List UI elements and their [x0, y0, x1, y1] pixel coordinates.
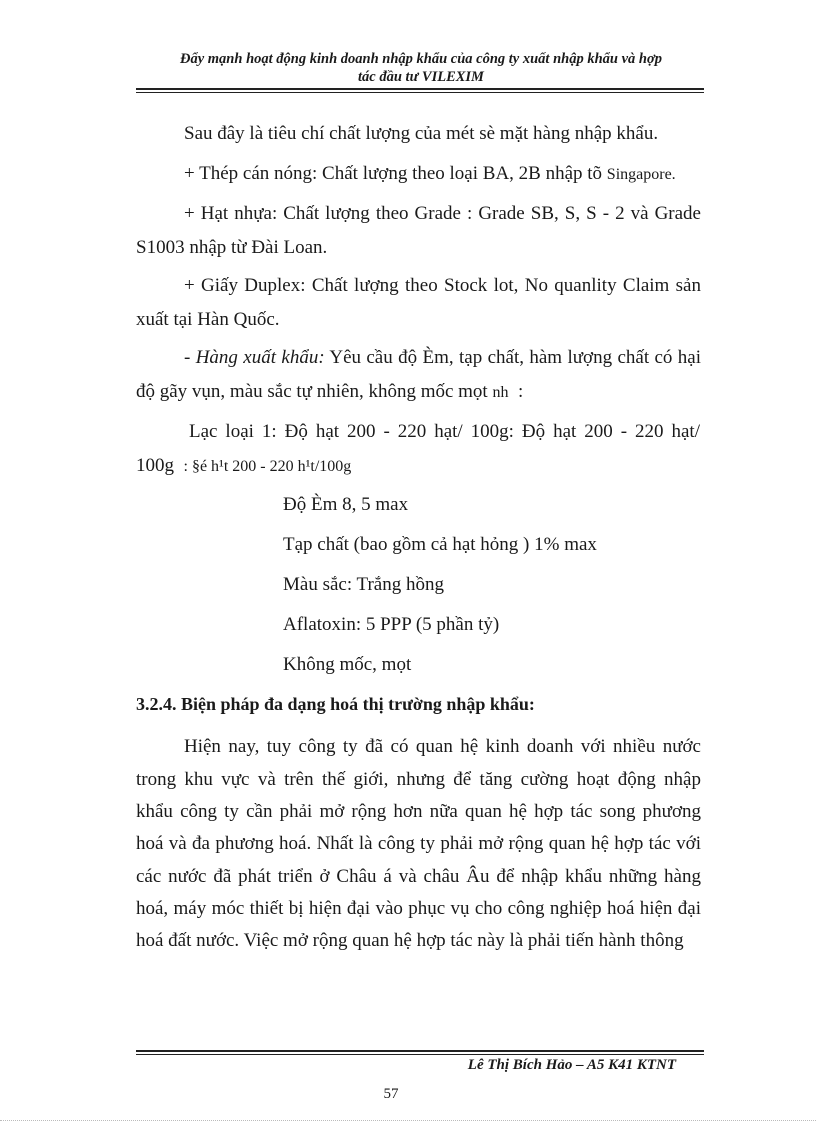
- paragraph-line2: trong khu vực và trên thế giới, nhưng để tăng cường hoạt động nhập: [136, 769, 701, 790]
- header-title-line2: tác đầu tư VILEXIM: [358, 69, 484, 85]
- spec-color: Màu sắc: Trắng hồng: [283, 574, 444, 595]
- steel-line: [184, 162, 676, 187]
- header-rule-bottom: [136, 92, 704, 93]
- footer-rule-top: [136, 1050, 704, 1052]
- peanut-line2: [136, 454, 351, 479]
- steel-origin: Singapore: [606, 166, 672, 183]
- section-heading: 3.2.4. Biện pháp đa dạng hoá thị trường nhập khẩu:: [136, 694, 535, 714]
- spec-aflatoxin: Aflatoxin: 5 PPP (5 phần tỷ): [283, 614, 500, 635]
- duplex-line2: xuất tại Hàn Quốc.: [136, 309, 280, 330]
- steel-end: .: [671, 166, 676, 183]
- plastic-line1: + Hạt nhựa: Chất lượng theo Grade : Grade SB, S, S - 2 và Grade: [184, 203, 701, 224]
- paragraph-line5: các nước đã phát triển ở Châu á và châu Âu để nhập khẩu những hàng: [136, 866, 701, 887]
- peanut-line2-a: 100g: [136, 455, 174, 476]
- export-line2-text: độ gãy vụn, màu sắc tự nhiên, không mốc mọt: [136, 381, 488, 402]
- export-line2-end: :: [517, 381, 524, 402]
- page-number: 57: [383, 1086, 399, 1102]
- export-line2-small: nh: [492, 384, 509, 401]
- intro-line: Sau đây là tiêu chí chất lượng của mét sè mặt hàng nhập khẩu.: [184, 123, 659, 144]
- export-line2: [136, 380, 523, 405]
- paragraph-line3: khẩu công ty cần phải mở rộng hơn nữa quan hệ hợp tác song phương: [136, 801, 701, 822]
- paragraph-line6: hoá, máy móc thiết bị hiện đại vào phục vụ cho công nghiệp hoá hiện đại: [136, 898, 701, 919]
- peanut-line2-b: : §é h¹t 200 - 220 h¹t/100g: [183, 458, 352, 475]
- plastic-line2: S1003 nhập từ Đài Loan.: [136, 237, 328, 258]
- header-rule-top: [136, 88, 704, 90]
- spec-moisture: Độ Èm 8, 5 max: [283, 494, 409, 515]
- paragraph-line4: hoá và đa phương hoá. Nhất là công ty phải mở rộng quan hệ hợp tác với: [136, 833, 701, 854]
- footer-rule-bottom: [136, 1054, 704, 1055]
- spec-mold: Không mốc, mọt: [283, 654, 412, 675]
- paragraph-line7: hoá đất nước. Việc mở rộng quan hệ hợp tác này là phải tiến hành thông: [136, 930, 684, 951]
- spec-impurity: Tạp chất (bao gồm cả hạt hỏng ) 1% max: [283, 534, 597, 555]
- export-label: - Hàng xuất khẩu:: [184, 347, 325, 368]
- steel-text: + Thép cán nóng: Chất lượng theo loại BA, 2B nhập tõ: [184, 163, 603, 184]
- export-line1-rest: Yêu cầu độ Èm, tạp chất, hàm lượng chất có hại: [329, 347, 702, 368]
- export-line1: [184, 346, 701, 370]
- paragraph-line1: Hiện nay, tuy công ty đã có quan hệ kinh doanh với nhiều nước: [184, 736, 701, 757]
- peanut-line1: Lạc loại 1: Độ hạt 200 - 220 hạt/ 100g: Độ hạt 200 - 220 hạt/: [189, 421, 700, 442]
- header-title: [138, 50, 704, 86]
- header-title-line1: Đẩy mạnh hoạt động kinh doanh nhập khẩu của công ty xuất nhập khẩu và hợp: [180, 51, 662, 67]
- duplex-line1: + Giấy Duplex: Chất lượng theo Stock lot, No quanlity Claim sản: [184, 275, 701, 296]
- footer-author: Lê Thị Bích Hảo – A5 K41 KTNT: [467, 1057, 676, 1073]
- page-edge: [0, 1120, 816, 1121]
